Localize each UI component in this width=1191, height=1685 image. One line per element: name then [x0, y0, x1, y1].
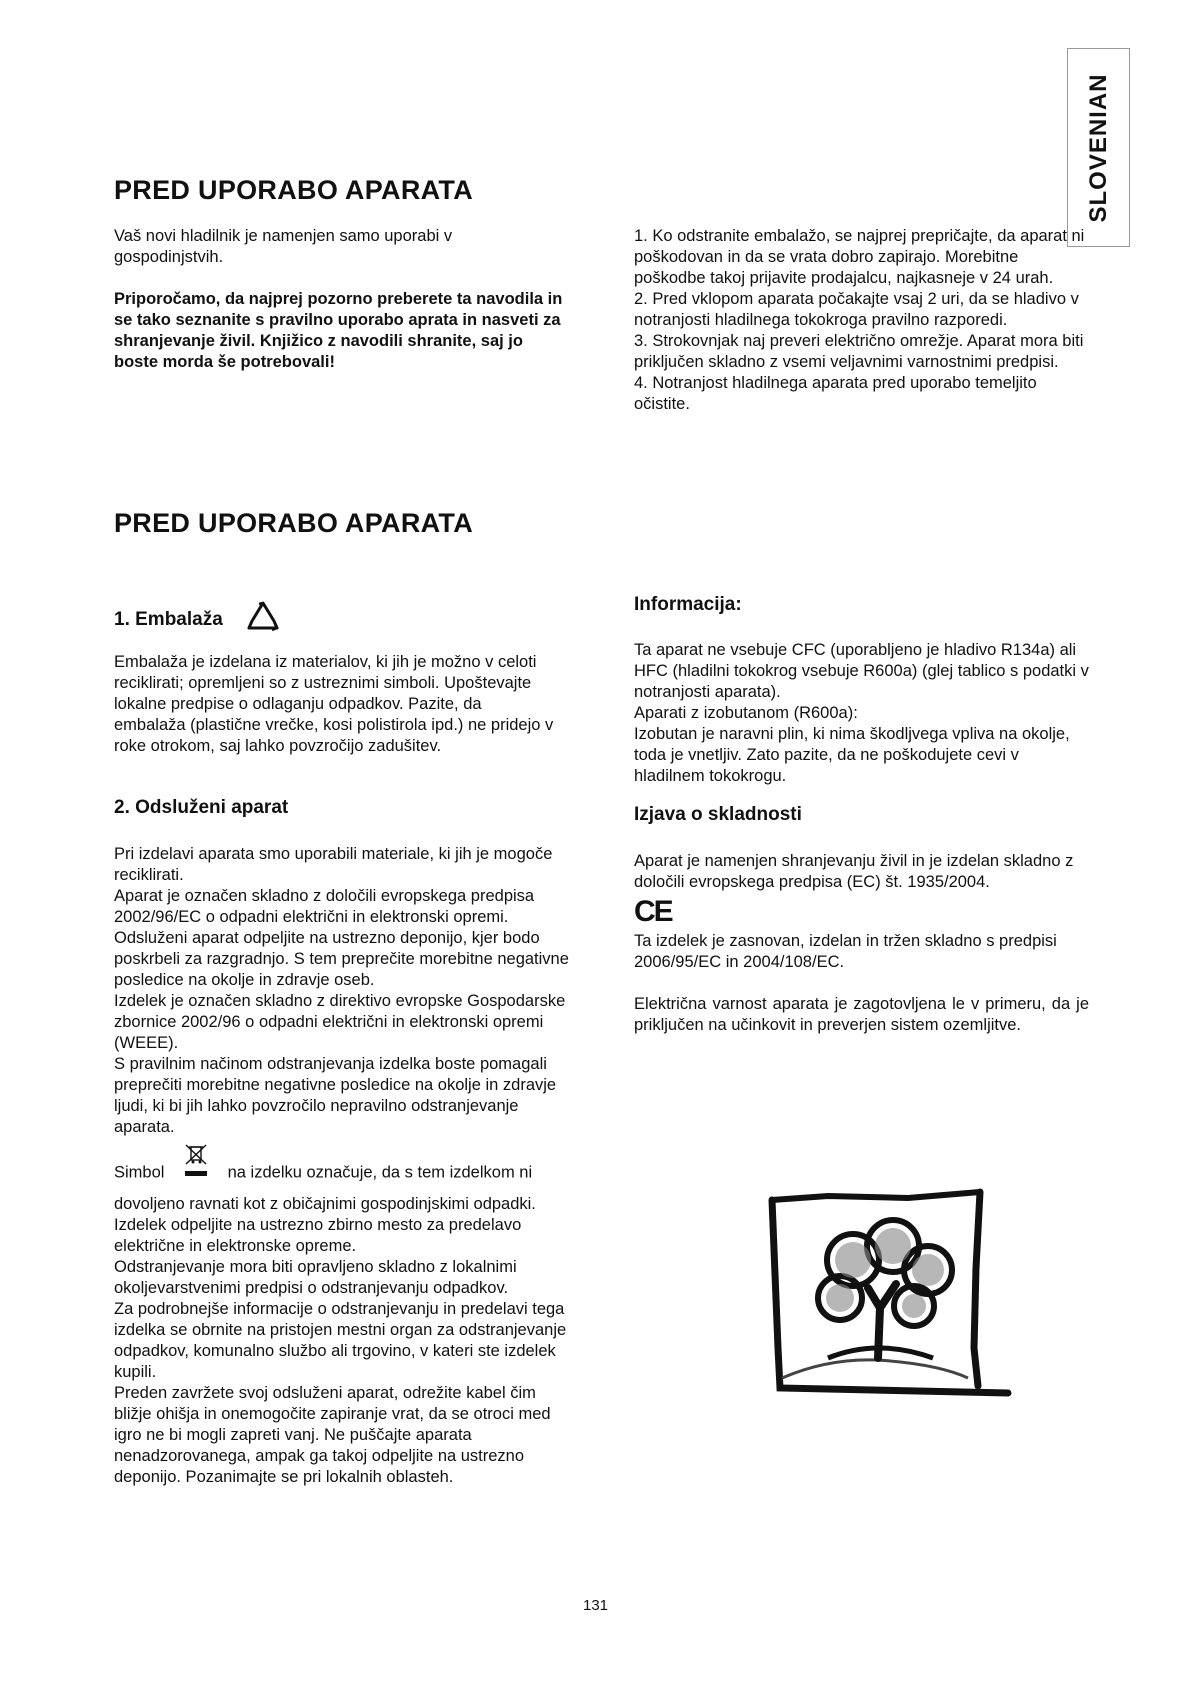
embalaza-text: Embalaža je izdelana iz materialov, ki jih je možno v celoti reciklirati; opremljeni so z ustreznimi simboli. Upoštevajte lokalne predpise o odlaganju odpadkov. Pazite, da embalaža (plastične vrečke, kosi polistirola ipd.) ne pridejo v roke otrokom, saj lahko povzročijo zadušitev. — [114, 653, 554, 755]
embalaza-heading: 1. Embalaža — [114, 608, 223, 630]
language-tab — [1067, 48, 1130, 247]
step-4: 4. Notranjost hladilnega aparata pred uporabo temeljito očistite. — [634, 374, 1037, 413]
ce-mark: CE — [634, 895, 672, 928]
simbol-paragraph — [114, 1152, 569, 1257]
section-title-2: PRED UPORABO APARATA — [114, 508, 474, 538]
odsluzeni-para-5: Odstranjevanje mora biti opravljeno skladno z lokalnimi okoljevarstvenimi predpisi o odstranjevanju odpadkov. — [114, 1258, 517, 1297]
language-label: SLOVENIAN — [1084, 72, 1112, 223]
odsluzeni-para-7: Preden zavržete svoj odsluženi aparat, odrežite kabel čim bližje ohišja in onemogočite zapiranje vrat, da se otroci med igro ne bi mogli zapreti vanj. Ne puščajte aparata nenadzorovanega, ampak ga takoj odpeljite na ustrezno deponijo. Pozanimajte se pri lokalnih oblasteh. — [114, 1384, 551, 1486]
simbol-text: na izdelku označuje, da s tem izdelkom ni dovoljeno ravnati kot z običajnimi gospodinjskimi odpadki. Izdelek odpeljite na ustrezno zbirno mesto za predelavo električne in elektronske opreme. — [114, 1163, 536, 1255]
simbol-label: Simbol — [114, 1163, 165, 1182]
intro-block — [114, 226, 564, 373]
recycle-icon — [245, 600, 281, 639]
odsluzeni-heading: 2. Odsluženi aparat — [114, 797, 289, 818]
izjava-para-1: Aparat je namenjen shranjevanju živil in je izdelan skladno z določili evropskega predpisa (EC) št. 1935/2004. — [634, 852, 1074, 891]
informacija-text-block — [634, 640, 1089, 787]
tree-illustration — [768, 1188, 1018, 1403]
intro-text: Vaš novi hladilnik je namenjen samo uporabi v gospodinjstvih. — [114, 227, 453, 266]
odsluzeni-para-2: Aparat je označen skladno z določili evropskega predpisa 2002/96/EC o odpadni električni in elektronski opremi. Odsluženi aparat odpeljite na ustrezno deponijo, kjer bodo poskrbeli za razgradnjo. S tem preprečite morebitne negativne posledice na okolje in zdravje oseb. — [114, 887, 569, 989]
izjava-heading: Izjava o skladnosti — [634, 804, 802, 825]
odsluzeni-para-4: S pravilnim načinom odstranjevanja izdelka boste pomagali preprečiti morebitne negativne posledice na okolje in zdravje ljudi, ki bi jih lahko povzročilo nepravilno odstranjevanje aparata. — [114, 1055, 557, 1136]
steps-list — [634, 226, 1089, 415]
izjava-para-3: Električna varnost aparata je zagotovljena le v primeru, da je priključen na učinkovit in preverjen sistem ozemljitve. — [634, 995, 1089, 1034]
odsluzeni-para-1: Pri izdelavi aparata smo uporabili materiale, ki jih je mogoče reciklirati. — [114, 845, 553, 884]
informacija-heading: Informacija: — [634, 594, 742, 615]
izjava-para-2: Ta izdelek je zasnovan, izdelan in tržen skladno s predpisi 2006/95/EC in 2004/108/EC. — [634, 932, 1057, 971]
warning-text: Priporočamo, da najprej pozorno preberete ta navodila in se tako seznanite s pravilno uporabo aprata in nasveti za shranjevanje živil. Knjižico z navodili shranite, saj jo boste morda še potrebovali! — [114, 290, 563, 371]
izjava-text-block — [634, 851, 1089, 1036]
informacija-para-2: Aparati z izobutanom (R600a): — [634, 704, 858, 722]
odsluzeni-para-3: Izdelek je označen skladno z direktivo evropske Gospodarske zbornice 2002/96 o odpadni električni in elektronski opremi (WEEE). — [114, 992, 566, 1052]
section-title-1: PRED UPORABO APARATA — [114, 175, 474, 205]
informacija-para-1: Ta aparat ne vsebuje CFC (uporabljeno je hladivo R134a) ali HFC (hladilni tokokrog vsebuje R600a) (glej tablico s podatki v notranjosti aparata). — [634, 641, 1089, 701]
step-2: 2. Pred vklopom aparata počakajte vsaj 2 uri, da se hladivo v notranjosti hladilnega tokokroga pravilno razporedi. — [634, 290, 1079, 329]
step-1: 1. Ko odstranite embalažo, se najprej prepričajte, da aparat ni poškodovan in da se vrata dobro zapirajo. Morebitne poškodbe takoj prijavite prodajalcu, najkasneje v 24 urah. — [634, 227, 1085, 287]
odsluzeni-para-6: Za podrobnejše informacije o odstranjevanju in predelavi tega izdelka se obrnite na pristojen mestni organ za odstranjevanje odpadkov, komunalno službo ali trgovino, v kateri ste izdelek kupili. — [114, 1300, 567, 1381]
informacija-para-3: Izobutan je naravni plin, ki nima škodljvega vpliva na okolje, toda je vnetljiv. Zato pazite, da ne poškodujete cevi v hladilnem tokokrogu. — [634, 725, 1070, 785]
odsluzeni-text-block — [114, 844, 569, 1488]
page-number: 131 — [582, 1597, 609, 1614]
step-3: 3. Strokovnjak naj preveri električno omrežje. Aparat mora biti priključen skladno z vsemi veljavnimi varnostnimi predpisi. — [634, 332, 1084, 371]
crossed-bin-icon — [183, 1142, 209, 1184]
embalaza-heading-row — [114, 600, 281, 632]
embalaza-text-block — [114, 652, 554, 757]
